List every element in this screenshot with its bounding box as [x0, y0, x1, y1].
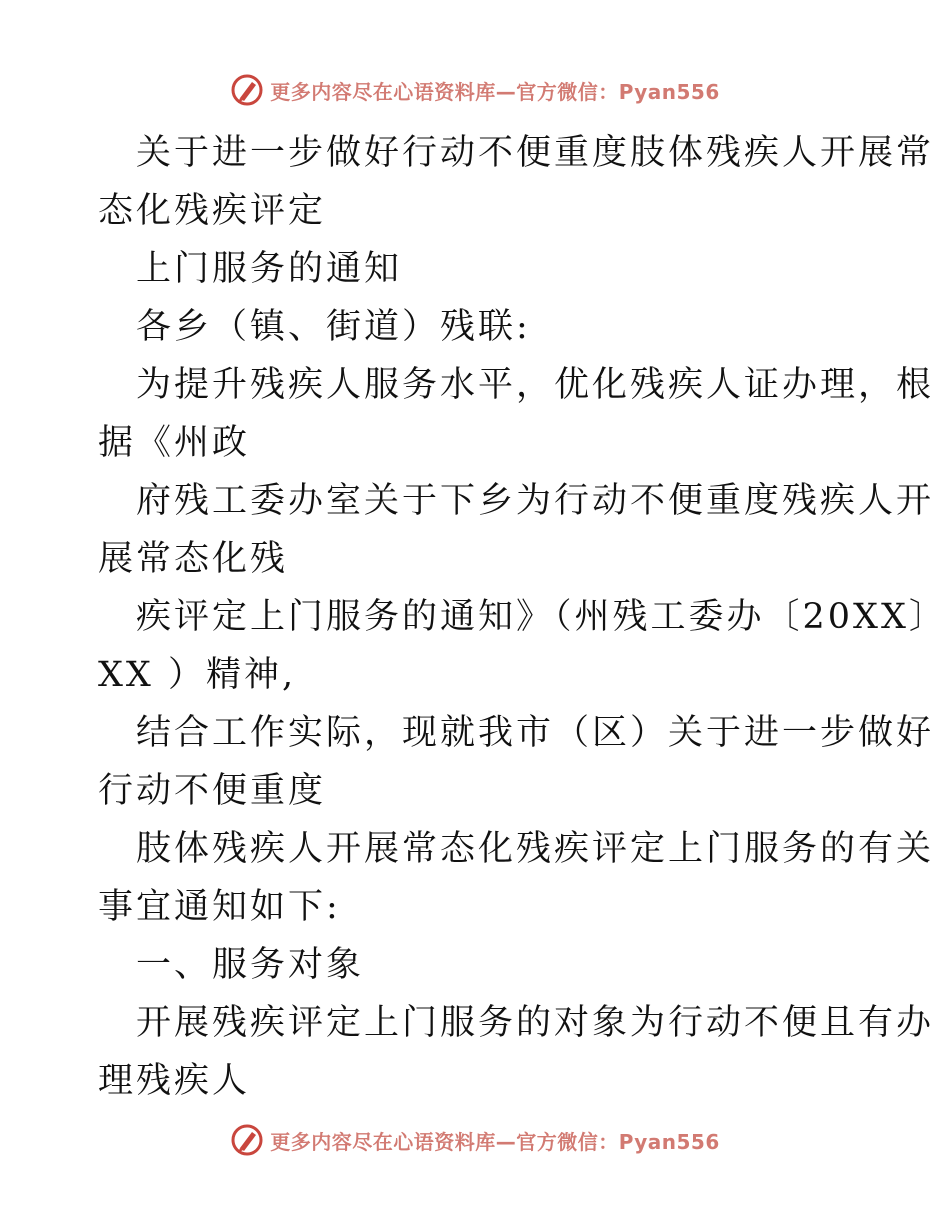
paragraph-line: 态化残疾评定 [98, 191, 327, 231]
paragraph-line: 上门服务的通知 [136, 249, 403, 289]
paragraph-line: 理残疾人 [98, 1061, 251, 1101]
pen-logo-icon [230, 1123, 264, 1157]
watermark-text: 更多内容尽在心语资料库—官方微信：Pyan556 [270, 1129, 720, 1154]
paragraph-line: 各乡（镇、街道）残联: [136, 307, 531, 347]
paragraph-line: 开展残疾评定上门服务的对象为行动不便且有办 [136, 1003, 935, 1043]
paragraph-line: 结合工作实际，现就我市（区）关于进一步做好 [136, 713, 935, 753]
document-body [98, 124, 947, 1110]
paragraph-line: 疾评定上门服务的通知》（州残工委办〔20XX〕 [136, 597, 947, 637]
paragraph-line: 据《州政 [98, 423, 251, 463]
paragraph-line: 为提升残疾人服务水平，优化残疾人证办理，根 [136, 365, 935, 405]
paragraph-line: 关于进一步做好行动不便重度肢体残疾人开展常 [136, 133, 935, 173]
paragraph-line: 行动不便重度 [98, 771, 327, 811]
watermark-text: 更多内容尽在心语资料库—官方微信：Pyan556 [270, 79, 720, 104]
paragraph-line: 府残工委办室关于下乡为行动不便重度残疾人开 [136, 481, 935, 521]
pen-logo-icon [230, 73, 264, 107]
watermark-footer [0, 1120, 950, 1160]
section-heading: 一、服务对象 [136, 945, 365, 985]
paragraph-line: 肢体残疾人开展常态化残疾评定上门服务的有关 [136, 829, 935, 869]
paragraph-line: 展常态化残 [98, 539, 289, 579]
paragraph-line: XX ）精神, [98, 655, 297, 695]
paragraph-line: 事宜通知如下: [98, 887, 341, 927]
watermark-header [0, 70, 950, 110]
